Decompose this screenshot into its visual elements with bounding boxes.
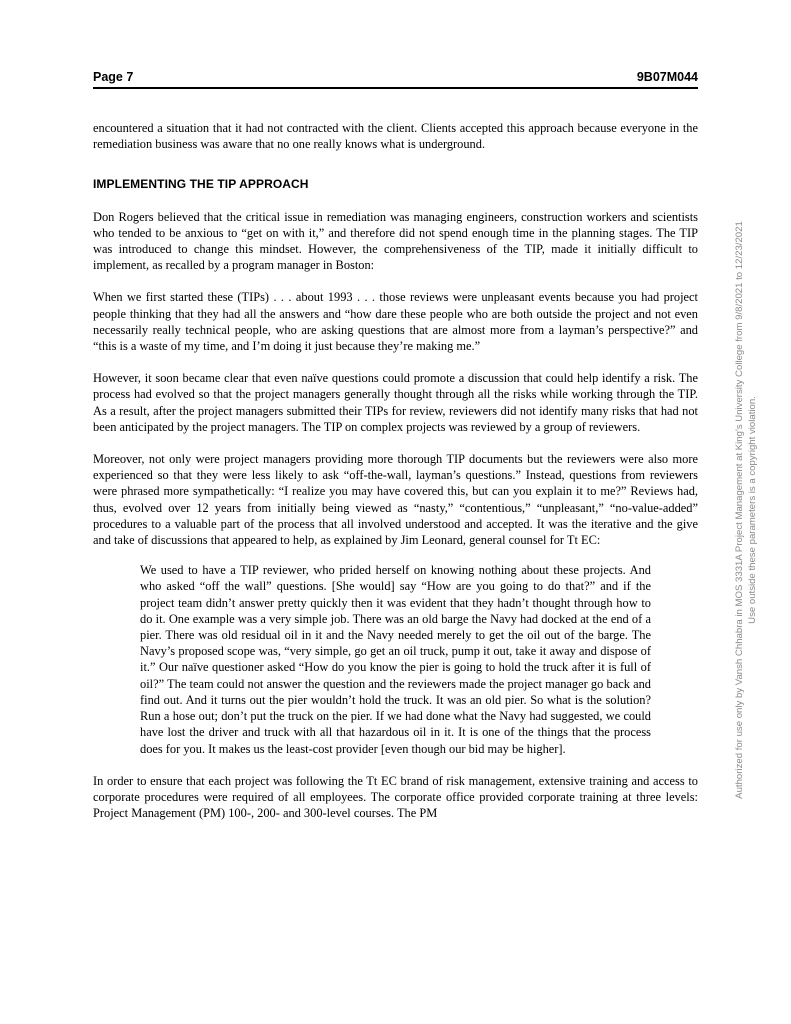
copyright-watermark: [716, 190, 776, 830]
copyright-notice: Use outside these parameters is a copyright violation.: [747, 396, 758, 624]
document-code: 9B07M044: [636, 70, 698, 84]
page-header: [93, 70, 698, 89]
page-number: Page 7: [93, 70, 134, 84]
paragraph-program-manager-quote: When we first started these (TIPs) . . . about 1993 . . . those reviews were unpleasant events because you had project people thinking that they had all the answers and “how dare these people who are both outside the project and not even necessarily really technical people, who are asking questions that are almost more from a layman’s perspective?” and “this is a waste of my time, and I’m doing it just because they’re making me.”: [93, 290, 698, 354]
paragraph-continued: encountered a situation that it had not contracted with the client. Clients accepted this approach because everyone in the remediation business was aware that no one really knows what is underground.: [93, 121, 698, 152]
paragraph-don-rogers: Don Rogers believed that the critical issue in remediation was managing engineers, construction workers and scientists who tended to be anxious to “get on with it,” and therefore did not spend enough time in the planning stages. The TIP was introduced to change this mindset. However, the comprehensiveness of the TIP, made it initially difficult to implement, as recalled by a program manager in Boston:: [93, 209, 698, 273]
block-quote-jim-leonard: We used to have a TIP reviewer, who prided herself on knowing nothing about these projects. And who asked “off the wall” questions. [She would] say “How are you going to do that?” and if the project team didn’t answer pretty quickly then it was evident that they hadn’t thought through how to do it. One example was a very simple job. There was an old barge the Navy had docked at the end of a pier. There was old residual oil in it and the Navy needed merely to get the oil out of the barge. The Navy’s proposed scope was, “very simple, go get an oil truck, pump it out, take it away and dispose of it.” Our naïve questioner asked “How do you know the pier is going to hold the truck after it is full of oil?” The team could not answer the question and the reviewers made the project manager go back and find out. And it turns out the pier wouldn’t hold the truck. It was an old pier. So what is the solution? Run a hose out; don’t put the truck on the pier. If we had done what the Navy had suggested, we could have lost the driver and truck with all that hazardous oil in it. It is one of the things that the process does for you. It makes us the least-cost provider [even though our bid may be higher].: [140, 563, 651, 756]
section-heading: IMPLEMENTING THE TIP APPROACH: [93, 177, 309, 192]
paragraph-naive-questions: However, it soon became clear that even naïve questions could promote a discussion that could help identify a risk. The process had evolved so that the project managers generally thought through all the risks while working through the TIP. As a result, after the project managers submitted their TIPs for review, reviewers did not identify many risks that had not been anticipated by the project managers. The TIP on complex projects was reviewed by a group of reviewers.: [93, 371, 698, 434]
paragraph-reviewers: Moreover, not only were project managers providing more thorough TIP documents but the reviewers were also more experienced so that they were less likely to ask “off-the-wall, layman’s questions.” Instead, questions from reviewers were phrased more sympathetically: “I realize you may have covered this, but can you explain it to me?” Reviews had, thus, evolved over 12 years from initially being viewed as “nasty,” “contentious,” “unpleasant,” “no-value-added” procedures to a valuable part of the process that all involved understood and accepted. It was the iterative and the give and take of discussions that appeared to help, as explained by Jim Leonard, general counsel for Tt EC:: [93, 452, 698, 548]
paragraph-training: In order to ensure that each project was following the Tt EC brand of risk management, extensive training and access to corporate procedures were required of all employees. The corporate office provided corporate training at three levels: Project Management (PM) 100-, 200- and 300-level courses. The PM: [93, 773, 698, 821]
document-body: [93, 120, 698, 837]
authorization-notice: Authorized for use only by Vansh Chhabra in MOS 3331A Project Management at King's University College from 9/8/2021 to 12/23/2021: [734, 221, 745, 799]
